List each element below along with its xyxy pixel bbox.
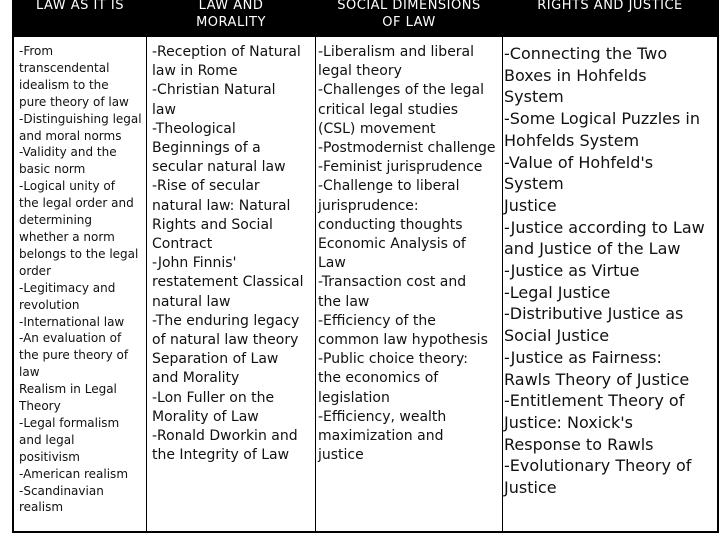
cell-line: Contract <box>152 236 213 253</box>
cell-line: -Legal Justice <box>504 282 611 302</box>
cell-line: -Public choice theory: <box>318 351 469 368</box>
cell-line: natural law <box>152 293 231 310</box>
cell-line: Justice <box>504 478 557 498</box>
column-rights-and-justice <box>504 43 716 499</box>
cell-line: -Evolutionary Theory of <box>504 456 692 476</box>
cell-line: Morality of Law <box>152 408 259 425</box>
column-divider <box>146 37 147 531</box>
cell-line: legislation <box>318 389 390 406</box>
cell-line: restatement Classical <box>152 274 304 291</box>
cell-line: -Challenge to liberal <box>318 178 460 195</box>
cell-line: -Efficiency, wealth <box>318 408 447 425</box>
header-rights-and-justice <box>503 0 717 37</box>
cell-line: -Ronald Dworkin and <box>152 428 298 445</box>
cell-line: -Feminist jurisprudence <box>318 159 483 176</box>
cell-line: Justice <box>504 195 557 215</box>
header-law-and-morality <box>147 0 315 37</box>
cell-line: -Justice according to Law <box>504 217 705 237</box>
cell-line: -Validity and the <box>19 145 117 160</box>
cell-line: -International law <box>19 314 125 329</box>
cell-line: Boxes in Hohfelds <box>504 65 647 85</box>
cell-line: Economic Analysis of <box>318 236 466 253</box>
cell-line: transcendental <box>19 60 110 75</box>
cell-line: and Justice of the Law <box>504 239 681 259</box>
cell-line: jurisprudence: <box>318 197 419 214</box>
header-line: MORALITY <box>196 15 266 30</box>
cell-line: -Logical unity of <box>19 179 115 194</box>
cell-line: Social Justice <box>504 326 610 346</box>
cell-line: -The enduring legacy <box>152 312 300 329</box>
cell-line: -Distinguishing legal <box>19 111 142 126</box>
cell-line: Rawls Theory of Justice <box>504 369 690 389</box>
content-table <box>12 0 719 533</box>
cell-line: common law hypothesis <box>318 332 488 349</box>
cell-line: -Rise of secular <box>152 178 260 195</box>
header-social-dimensions <box>316 0 502 37</box>
cell-line: Hohfelds System <box>504 130 640 150</box>
header-line: RIGHTS AND JUSTICE <box>537 0 683 13</box>
cell-line: Theory <box>19 399 61 414</box>
column-social-dimensions <box>318 43 503 465</box>
cell-line: Justice: Noxick's <box>504 412 634 432</box>
cell-line: -Entitlement Theory of <box>504 391 685 411</box>
cell-line: and Morality <box>152 370 240 387</box>
header-line: LAW AS IT IS <box>36 0 124 13</box>
header-line: OF LAW <box>382 15 436 30</box>
cell-line: maximization and <box>318 428 444 445</box>
cell-line: positivism <box>19 449 80 464</box>
cell-line: Response to Rawls <box>504 434 654 454</box>
cell-line: idealism to the <box>19 77 109 92</box>
cell-line: revolution <box>19 297 80 312</box>
cell-line: -Legal formalism <box>19 415 120 430</box>
cell-line: -Distributive Justice as <box>504 304 684 324</box>
cell-line: the legal order and <box>19 196 134 211</box>
cell-line: and legal <box>19 432 75 447</box>
cell-line: -Justice as Fairness: <box>504 347 662 367</box>
header-row <box>14 0 717 37</box>
cell-line: the law <box>318 293 370 310</box>
column-law-and-morality <box>152 43 312 465</box>
cell-line: law in Rome <box>152 63 238 80</box>
cell-line: whether a norm <box>19 229 115 244</box>
cell-line: natural law: Natural <box>152 197 291 214</box>
cell-line: justice <box>318 447 364 464</box>
header-line: LAW AND <box>198 0 264 13</box>
cell-line: -Lon Fuller on the <box>152 389 275 406</box>
cell-line: legal theory <box>318 63 402 80</box>
cell-line: Beginnings of a <box>152 140 261 157</box>
cell-line: Realism in Legal <box>19 382 117 397</box>
cell-line: -Postmodernist challenge <box>318 140 496 157</box>
cell-line: Law <box>318 255 346 272</box>
cell-line: the Integrity of Law <box>152 447 290 464</box>
cell-line: law <box>19 365 40 380</box>
cell-line: -Transaction cost and <box>318 274 467 291</box>
header-law-as-it-is <box>14 0 146 37</box>
cell-line: conducting thoughts <box>318 216 463 233</box>
cell-line: pure theory of law <box>19 94 129 109</box>
cell-line: System <box>504 174 564 194</box>
cell-line: Separation of Law <box>152 351 279 368</box>
cell-line: -Reception of Natural <box>152 44 301 60</box>
cell-line: order <box>19 263 51 278</box>
cell-line: -Theological <box>152 120 236 137</box>
cell-line: the pure theory of <box>19 348 129 363</box>
cell-line: -From <box>19 44 54 58</box>
cell-line: of natural law theory <box>152 332 299 349</box>
cell-line: -Justice as Virtue <box>504 261 640 281</box>
cell-line: critical legal studies <box>318 101 458 118</box>
cell-line: -Some Logical Puzzles in <box>504 109 700 129</box>
cell-line: determining <box>19 213 92 228</box>
cell-line: -An evaluation of <box>19 331 122 346</box>
cell-line: Rights and Social <box>152 216 273 233</box>
cell-line: System <box>504 87 564 107</box>
cell-line: -Legitimacy and <box>19 280 116 295</box>
cell-line: -Value of Hohfeld's <box>504 152 654 172</box>
cell-line: -American realism <box>19 466 129 481</box>
cell-line: -Connecting the Two <box>504 44 668 63</box>
cell-line: -John Finnis' <box>152 255 237 272</box>
header-line: SOCIAL DIMENSIONS <box>337 0 481 13</box>
cell-line: -Liberalism and liberal <box>318 44 475 60</box>
cell-line: basic norm <box>19 162 86 177</box>
cell-line: -Challenges of the legal <box>318 82 485 99</box>
cell-line: secular natural law <box>152 159 286 176</box>
cell-line: -Efficiency of the <box>318 312 436 329</box>
column-divider <box>315 37 316 531</box>
column-law-as-it-is <box>19 43 144 516</box>
cell-line: -Christian Natural <box>152 82 276 99</box>
cell-line: -Scandinavian <box>19 483 104 498</box>
cell-line: the economics of <box>318 370 439 387</box>
cell-line: law <box>152 101 176 118</box>
cell-line: (CSL) movement <box>318 120 436 137</box>
cell-line: and moral norms <box>19 128 122 143</box>
cell-line: realism <box>19 500 64 515</box>
cell-line: belongs to the legal <box>19 246 139 261</box>
